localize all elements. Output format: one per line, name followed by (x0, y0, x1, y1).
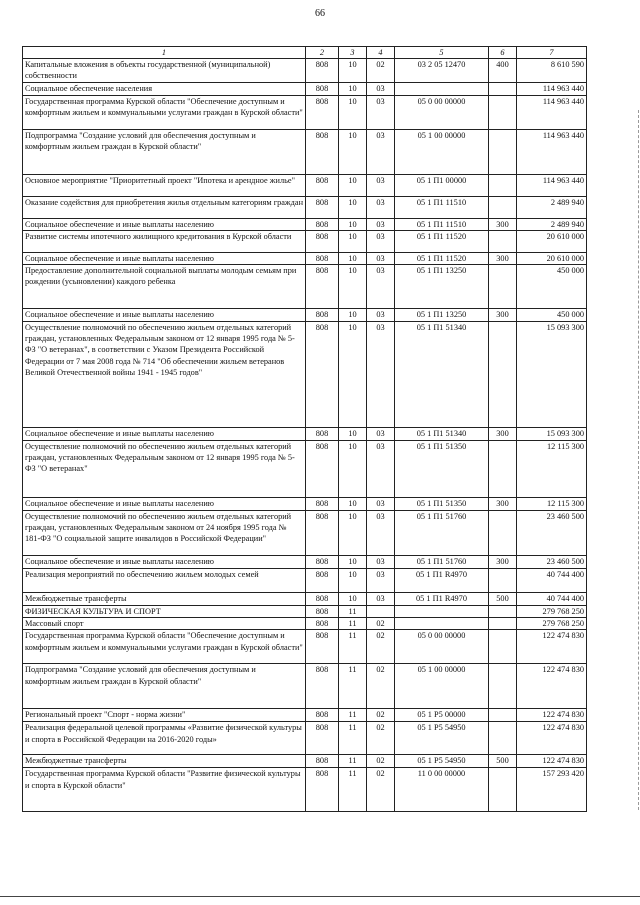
section-cell: 10 (339, 82, 367, 95)
target-article-cell: 05 1 П1 13250 (395, 264, 489, 308)
table-row (23, 196, 587, 218)
table-row (23, 230, 587, 252)
amount-cell: 12 115 300 (517, 440, 587, 497)
section-cell: 10 (339, 230, 367, 252)
section-cell: 10 (339, 568, 367, 592)
admin-code-cell: 808 (306, 709, 339, 722)
target-article-cell: 05 1 П1 13250 (395, 308, 489, 321)
expense-type-cell (489, 321, 517, 427)
subsection-cell: 03 (367, 497, 395, 510)
table-row (23, 664, 587, 709)
target-article-cell: 05 1 П1 11510 (395, 196, 489, 218)
subsection-cell: 03 (367, 427, 395, 440)
admin-code-cell: 808 (306, 59, 339, 82)
expense-type-cell (489, 510, 517, 555)
table-row (23, 709, 587, 722)
target-article-cell (395, 618, 489, 630)
subsection-cell: 03 (367, 230, 395, 252)
target-article-cell (395, 605, 489, 617)
table-row (23, 59, 587, 82)
budget-table (22, 46, 587, 812)
admin-code-cell: 808 (306, 196, 339, 218)
subsection-cell: 03 (367, 555, 395, 568)
admin-code-cell: 808 (306, 722, 339, 755)
admin-code-cell: 808 (306, 308, 339, 321)
admin-code-cell: 808 (306, 129, 339, 174)
name-cell: Социальное обеспечение и иные выплаты населению (23, 497, 306, 510)
table-row (23, 82, 587, 95)
subsection-cell: 03 (367, 440, 395, 497)
expense-type-cell (489, 605, 517, 617)
admin-code-cell: 808 (306, 510, 339, 555)
target-article-cell: 05 1 П1 11520 (395, 230, 489, 252)
expense-type-cell: 300 (489, 555, 517, 568)
expense-type-cell (489, 440, 517, 497)
expense-type-cell (489, 174, 517, 196)
section-cell: 11 (339, 618, 367, 630)
expense-type-cell: 300 (489, 218, 517, 230)
subsection-cell: 03 (367, 592, 395, 605)
admin-code-cell: 808 (306, 664, 339, 709)
expense-type-cell: 300 (489, 308, 517, 321)
table-row (23, 321, 587, 427)
amount-cell: 122 474 830 (517, 630, 587, 664)
amount-cell: 114 963 440 (517, 95, 587, 129)
table-row (23, 510, 587, 555)
target-article-cell: 05 1 П1 R4970 (395, 568, 489, 592)
target-article-cell: 05 1 П1 00000 (395, 174, 489, 196)
table-row (23, 252, 587, 264)
admin-code-cell: 808 (306, 252, 339, 264)
amount-cell: 114 963 440 (517, 82, 587, 95)
name-cell: Осуществление полномочий по обеспечению жильем отдельных категорий граждан, установленных Федеральным законом от 24 ноября 1995 года № 181-ФЗ "О социальной защите инвалидов в Российской Федерации" (23, 510, 306, 555)
subsection-cell: 03 (367, 510, 395, 555)
name-cell: Государственная программа Курской области "Развитие физической культуры и спорта в Курской области" (23, 768, 306, 812)
table-header-row (23, 47, 587, 59)
scan-margin-marks (635, 110, 639, 810)
subsection-cell: 02 (367, 709, 395, 722)
subsection-cell: 03 (367, 196, 395, 218)
admin-code-cell: 808 (306, 755, 339, 768)
amount-cell: 40 744 400 (517, 568, 587, 592)
name-cell: Основное мероприятие "Приоритетный проект "Ипотека и арендное жилье" (23, 174, 306, 196)
name-cell: Межбюджетные трансферты (23, 755, 306, 768)
table-row (23, 174, 587, 196)
header-cell: 6 (489, 47, 517, 59)
name-cell: Оказание содействия для приобретения жилья отдельным категориям граждан (23, 196, 306, 218)
target-article-cell: 05 1 P5 54950 (395, 755, 489, 768)
subsection-cell: 03 (367, 308, 395, 321)
expense-type-cell (489, 618, 517, 630)
expense-type-cell (489, 664, 517, 709)
amount-cell: 114 963 440 (517, 174, 587, 196)
amount-cell: 114 963 440 (517, 129, 587, 174)
section-cell: 10 (339, 95, 367, 129)
header-cell: 3 (339, 47, 367, 59)
name-cell: Капитальные вложения в объекты государственной (муниципальной) собственности (23, 59, 306, 82)
name-cell: Реализация федеральной целевой программы «Развитие физической культуры и спорта в Российской Федерации на 2016-2020 годы» (23, 722, 306, 755)
target-article-cell (395, 82, 489, 95)
subsection-cell: 02 (367, 768, 395, 812)
expense-type-cell: 500 (489, 592, 517, 605)
amount-cell: 8 610 590 (517, 59, 587, 82)
target-article-cell: 05 1 P5 00000 (395, 709, 489, 722)
target-article-cell: 05 1 00 00000 (395, 664, 489, 709)
admin-code-cell: 808 (306, 568, 339, 592)
header-cell: 5 (395, 47, 489, 59)
section-cell: 10 (339, 174, 367, 196)
name-cell: Социальное обеспечение и иные выплаты населению (23, 252, 306, 264)
subsection-cell: 02 (367, 630, 395, 664)
table-row (23, 618, 587, 630)
subsection-cell: 03 (367, 95, 395, 129)
admin-code-cell: 808 (306, 768, 339, 812)
subsection-cell: 03 (367, 321, 395, 427)
section-cell: 10 (339, 264, 367, 308)
table-row (23, 264, 587, 308)
section-cell: 10 (339, 497, 367, 510)
name-cell: Социальное обеспечение и иные выплаты населению (23, 218, 306, 230)
section-cell: 11 (339, 605, 367, 617)
target-article-cell: 05 1 П1 51760 (395, 510, 489, 555)
table-row (23, 592, 587, 605)
page-number: 66 (315, 8, 325, 19)
expense-type-cell: 300 (489, 497, 517, 510)
admin-code-cell: 808 (306, 497, 339, 510)
subsection-cell: 03 (367, 174, 395, 196)
expense-type-cell (489, 709, 517, 722)
admin-code-cell: 808 (306, 174, 339, 196)
table-row (23, 722, 587, 755)
header-cell: 7 (517, 47, 587, 59)
table-row (23, 605, 587, 617)
amount-cell: 15 093 300 (517, 321, 587, 427)
name-cell: Социальное обеспечение и иные выплаты населению (23, 427, 306, 440)
table-row (23, 555, 587, 568)
target-article-cell: 05 1 П1 51350 (395, 497, 489, 510)
amount-cell: 122 474 830 (517, 709, 587, 722)
admin-code-cell: 808 (306, 230, 339, 252)
target-article-cell: 05 0 00 00000 (395, 95, 489, 129)
subsection-cell: 02 (367, 722, 395, 755)
amount-cell: 122 474 830 (517, 755, 587, 768)
table-row (23, 497, 587, 510)
amount-cell: 279 768 250 (517, 605, 587, 617)
subsection-cell: 02 (367, 755, 395, 768)
section-cell: 10 (339, 321, 367, 427)
amount-cell: 122 474 830 (517, 664, 587, 709)
name-cell: ФИЗИЧЕСКАЯ КУЛЬТУРА И СПОРТ (23, 605, 306, 617)
amount-cell: 279 768 250 (517, 618, 587, 630)
table-row (23, 129, 587, 174)
section-cell: 10 (339, 196, 367, 218)
section-cell: 10 (339, 308, 367, 321)
target-article-cell: 05 1 П1 51340 (395, 427, 489, 440)
section-cell: 11 (339, 630, 367, 664)
amount-cell: 12 115 300 (517, 497, 587, 510)
target-article-cell: 05 1 П1 11520 (395, 252, 489, 264)
expense-type-cell: 300 (489, 427, 517, 440)
section-cell: 10 (339, 59, 367, 82)
section-cell: 11 (339, 664, 367, 709)
expense-type-cell (489, 768, 517, 812)
name-cell: Государственная программа Курской области "Обеспечение доступным и комфортным жильем и коммунальными услугами граждан в Курской области" (23, 630, 306, 664)
amount-cell: 20 610 000 (517, 252, 587, 264)
expense-type-cell (489, 129, 517, 174)
table-row (23, 440, 587, 497)
header-cell: 1 (23, 47, 306, 59)
amount-cell: 20 610 000 (517, 230, 587, 252)
name-cell: Государственная программа Курской области "Обеспечение доступным и комфортным жильем и коммунальными услугами граждан в Курской области" (23, 95, 306, 129)
table-row (23, 630, 587, 664)
section-cell: 11 (339, 768, 367, 812)
section-cell: 10 (339, 440, 367, 497)
admin-code-cell: 808 (306, 427, 339, 440)
expense-type-cell: 400 (489, 59, 517, 82)
expense-type-cell (489, 568, 517, 592)
header-cell: 2 (306, 47, 339, 59)
table-row (23, 308, 587, 321)
admin-code-cell: 808 (306, 440, 339, 497)
target-article-cell: 05 1 P5 54950 (395, 722, 489, 755)
target-article-cell: 05 1 П1 51760 (395, 555, 489, 568)
amount-cell: 2 489 940 (517, 218, 587, 230)
admin-code-cell: 808 (306, 618, 339, 630)
expense-type-cell (489, 630, 517, 664)
section-cell: 10 (339, 252, 367, 264)
amount-cell: 2 489 940 (517, 196, 587, 218)
amount-cell: 40 744 400 (517, 592, 587, 605)
subsection-cell: 03 (367, 218, 395, 230)
table-row (23, 218, 587, 230)
admin-code-cell: 808 (306, 321, 339, 427)
table-row (23, 768, 587, 812)
section-cell: 11 (339, 722, 367, 755)
admin-code-cell: 808 (306, 95, 339, 129)
header-cell: 4 (367, 47, 395, 59)
name-cell: Реализация мероприятий по обеспечению жильем молодых семей (23, 568, 306, 592)
amount-cell: 122 474 830 (517, 722, 587, 755)
target-article-cell: 05 1 П1 51350 (395, 440, 489, 497)
name-cell: Социальное обеспечение и иные выплаты населению (23, 555, 306, 568)
table-row (23, 95, 587, 129)
subsection-cell: 02 (367, 59, 395, 82)
admin-code-cell: 808 (306, 592, 339, 605)
section-cell: 10 (339, 427, 367, 440)
target-article-cell: 11 0 00 00000 (395, 768, 489, 812)
amount-cell: 15 093 300 (517, 427, 587, 440)
name-cell: Осуществление полномочий по обеспечению жильем отдельных категорий граждан, установленных Федеральным законом от 12 января 1995 года № 5-ФЗ "О ветеранах" (23, 440, 306, 497)
subsection-cell: 03 (367, 82, 395, 95)
section-cell: 10 (339, 510, 367, 555)
admin-code-cell: 808 (306, 555, 339, 568)
expense-type-cell (489, 95, 517, 129)
target-article-cell: 05 1 П1 11510 (395, 218, 489, 230)
expense-type-cell (489, 264, 517, 308)
subsection-cell (367, 605, 395, 617)
target-article-cell: 05 1 П1 R4970 (395, 592, 489, 605)
name-cell: Подпрограмма "Создание условий для обеспечения доступным и комфортным жильем граждан в Курской области" (23, 664, 306, 709)
name-cell: Социальное обеспечение населения (23, 82, 306, 95)
name-cell: Развитие системы ипотечного жилищного кредитования в Курской области (23, 230, 306, 252)
name-cell: Межбюджетные трансферты (23, 592, 306, 605)
section-cell: 10 (339, 129, 367, 174)
subsection-cell: 03 (367, 568, 395, 592)
expense-type-cell (489, 722, 517, 755)
name-cell: Предоставление дополнительной социальной выплаты молодым семьям при рождении (усыновлении) каждого ребенка (23, 264, 306, 308)
page-bottom-rule (0, 896, 640, 897)
table-row (23, 755, 587, 768)
expense-type-cell (489, 196, 517, 218)
target-article-cell: 05 1 П1 51340 (395, 321, 489, 427)
amount-cell: 450 000 (517, 264, 587, 308)
amount-cell: 450 000 (517, 308, 587, 321)
subsection-cell: 03 (367, 129, 395, 174)
amount-cell: 157 293 420 (517, 768, 587, 812)
name-cell: Массовый спорт (23, 618, 306, 630)
target-article-cell: 05 0 00 00000 (395, 630, 489, 664)
expense-type-cell (489, 230, 517, 252)
subsection-cell: 02 (367, 664, 395, 709)
subsection-cell: 02 (367, 618, 395, 630)
section-cell: 11 (339, 755, 367, 768)
subsection-cell: 03 (367, 264, 395, 308)
amount-cell: 23 460 500 (517, 510, 587, 555)
name-cell: Региональный проект "Спорт - норма жизни" (23, 709, 306, 722)
name-cell: Осуществление полномочий по обеспечению жильем отдельных категорий граждан, установленных Федеральным законом от 12 января 1995 года № 5-ФЗ "О ветеранах", в соответствии с Указом Президента Российской Федерации от 7 мая 2008 года № 714 "Об обеспечении жильем ветеранов Великой Отечественной войны 1941 - 1945 годов" (23, 321, 306, 427)
section-cell: 11 (339, 709, 367, 722)
section-cell: 10 (339, 218, 367, 230)
section-cell: 10 (339, 592, 367, 605)
subsection-cell: 03 (367, 252, 395, 264)
admin-code-cell: 808 (306, 630, 339, 664)
admin-code-cell: 808 (306, 82, 339, 95)
expense-type-cell (489, 82, 517, 95)
admin-code-cell: 808 (306, 605, 339, 617)
table-row (23, 568, 587, 592)
admin-code-cell: 808 (306, 264, 339, 308)
target-article-cell: 05 1 00 00000 (395, 129, 489, 174)
name-cell: Социальное обеспечение и иные выплаты населению (23, 308, 306, 321)
name-cell: Подпрограмма "Создание условий для обеспечения доступным и комфортным жильем граждан в Курской области" (23, 129, 306, 174)
section-cell: 10 (339, 555, 367, 568)
target-article-cell: 03 2 05 12470 (395, 59, 489, 82)
admin-code-cell: 808 (306, 218, 339, 230)
expense-type-cell: 300 (489, 252, 517, 264)
table-row (23, 427, 587, 440)
expense-type-cell: 500 (489, 755, 517, 768)
amount-cell: 23 460 500 (517, 555, 587, 568)
